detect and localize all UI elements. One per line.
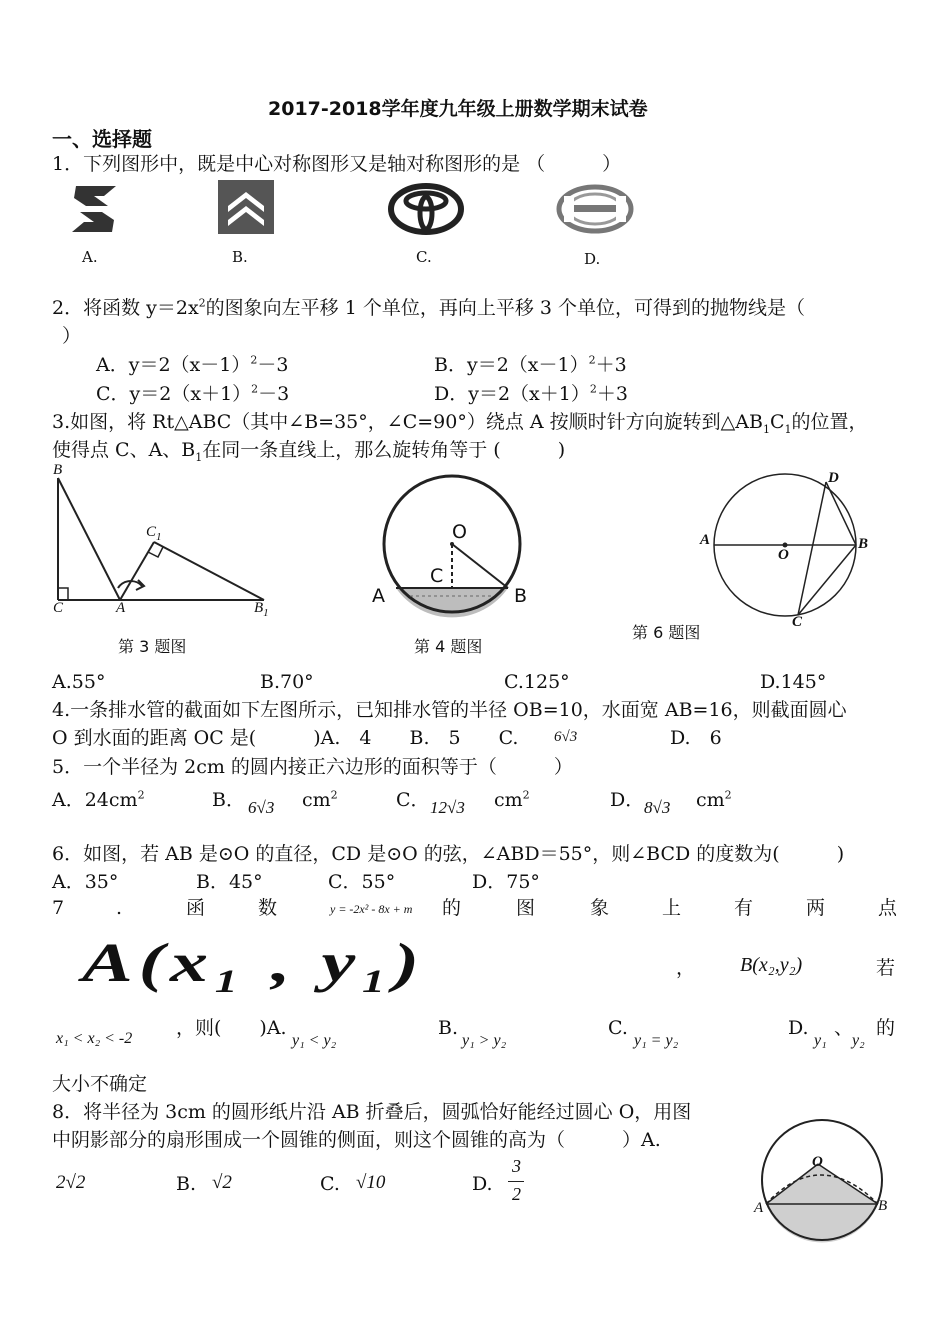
q6-option-d: D．75° (472, 871, 540, 893)
q7-text-cont: 大小不确定 (52, 1073, 148, 1095)
q6-option-a: A．35° (52, 871, 119, 893)
question-2-text-cont: ） (62, 325, 82, 347)
q5-option-b-unit: $cm^2$ (302, 788, 338, 811)
fig8-label-a: A (754, 1200, 764, 1216)
fig6-label-c: C (792, 614, 803, 630)
fig6-label-o: O (778, 547, 789, 563)
q1-option-b-label: B. (232, 248, 248, 266)
q5-option-b-value: 6√3 (248, 798, 275, 817)
question-8-text-cont: 中阴影部分的扇形围成一个圆锥的侧面，则这个圆锥的高为（ ）A. (52, 1129, 661, 1151)
q5-option-d-value: 8√3 (644, 798, 671, 817)
fig3-label-c: C (53, 600, 64, 616)
q7-option-c: y₁ = y₂ (634, 1032, 679, 1049)
q1-option-a-label: A. (82, 248, 98, 266)
q6-option-b: B．45° (196, 871, 263, 893)
q5-option-c-value: 12√3 (430, 798, 465, 817)
q7-option-d-y2: y₂ (852, 1032, 865, 1049)
fig8-label-o: O (812, 1154, 823, 1170)
q7-dun: 、 (834, 1017, 854, 1039)
q7-option-c-label: C. (608, 1017, 628, 1039)
q3-option-c: C.125° (504, 671, 570, 693)
q7-point-b: B(x₂,y₂) (740, 954, 803, 976)
q7-tail-1: 的 (442, 897, 462, 919)
q5-option-c-label: C． (396, 789, 430, 811)
figure-8-folded-circle (756, 1116, 886, 1246)
q7-tail-7: 点 (878, 897, 898, 919)
toyota-logo-icon (388, 183, 464, 235)
page-title: 2017-2018学年度九年级上册数学期末试卷 (268, 98, 648, 120)
fig4-label-c: C (430, 565, 444, 587)
suzuki-logo-icon (66, 186, 122, 232)
q1-option-c-label: C. (416, 248, 432, 266)
q2-option-d: D．$y=2(x+1)^2+3$ (434, 382, 628, 405)
question-2-text: 2．将函数 $y=2x^2$的图象向左平移 1 个单位，再向上平移 3 个单位，可得到的抛物线是（ (52, 296, 806, 319)
citroen-logo-icon (218, 180, 274, 234)
q7-condition: x₁ < x₂ < -2 (56, 1030, 133, 1047)
q3-option-a: A.55° (52, 671, 106, 693)
q7-function: y = -2x² - 8x + m (330, 902, 413, 916)
fig4-label-b: B (514, 585, 528, 607)
q8-option-c-label: C. (320, 1173, 340, 1195)
fig3-label-b: B (53, 462, 63, 478)
q8-option-b: √2 (212, 1172, 232, 1193)
question-8-text: 8．将半径为 3cm 的圆形纸片沿 AB 折叠后，圆弧恰好能经过圆心 O，用图 (52, 1101, 692, 1123)
fig4-label-a: A (372, 585, 385, 607)
fig3-label-b1: $B_1$ (254, 600, 269, 619)
question-4-text: 4.一条排水管的截面如下左图所示，已知排水管的半径 OB=10，水面宽 AB=16，则截面圆心 (52, 699, 847, 721)
q8-option-d-label: D. (472, 1173, 493, 1195)
hyundai-style-logo-icon (556, 184, 634, 234)
fig4-label-o: O (452, 521, 467, 543)
q7-option-b-label: B. (438, 1017, 459, 1039)
q4-option-c-value: 6√3 (554, 729, 578, 745)
q8-fraction-bar (508, 1181, 524, 1182)
q8-option-c: √10 (356, 1172, 386, 1193)
q7-point-a: A(x₁ , y₁) (82, 932, 426, 994)
q7-tail-6: 两 (806, 897, 826, 919)
q3-option-b: B.70° (260, 671, 314, 693)
q7-lead-1: 7 (52, 897, 65, 919)
q7-option-b: y₁ > y₂ (462, 1032, 507, 1049)
question-3-text-cont: 使得点 C、A、$B_1$在同一条直线上，那么旋转角等于 ( ) (52, 439, 566, 464)
q8-option-a: 2√2 (56, 1172, 86, 1193)
q7-option-d-y1: y₁ (814, 1032, 827, 1049)
fig6-label-b: B (858, 536, 869, 552)
q7-option-d-label: D. (788, 1017, 809, 1039)
q7-tail-5: 有 (734, 897, 754, 919)
figure-6-caption: 第 6 题图 (632, 623, 701, 642)
fig3-label-c1: $C_1$ (146, 524, 162, 543)
q4-option-d: D. 6 (670, 727, 722, 749)
q7-ruo: 若 (876, 957, 896, 979)
q6-option-c: C．55° (328, 871, 396, 893)
fig6-label-d: D (828, 470, 839, 486)
figure-3-caption: 第 3 题图 (118, 637, 187, 656)
q5-option-d-unit: $cm^2$ (696, 788, 732, 811)
q3-option-d: D.145° (760, 671, 827, 693)
q2-option-b: B．$y=2(x-1)^2+3$ (434, 353, 627, 376)
question-1-text: 1．下列图形中，既是中心对称图形又是轴对称图形的是 （ ） (52, 153, 622, 175)
q7-tail-4: 上 (662, 897, 682, 919)
q2-option-c: C．$y=2(x+1)^2-3$ (96, 382, 290, 405)
question-4-text-cont: O 到水面的距离 OC 是( )A. 4 B. 5 C. (52, 727, 519, 749)
q8-option-b-label: B. (176, 1173, 197, 1195)
figure-3-rotated-triangles (48, 462, 278, 622)
q7-tail-2: 图 (516, 897, 536, 919)
q7-ze: ，则( )A. (176, 1017, 287, 1039)
q7-lead-2: . (116, 897, 123, 919)
q5-option-c-unit: $cm^2$ (494, 788, 530, 811)
q5-option-d-label: D． (610, 789, 645, 811)
q7-comma: ， (676, 957, 696, 979)
figure-4-caption: 第 4 题图 (414, 637, 483, 656)
q7-lead-3: 函 (186, 897, 206, 919)
q7-option-a: y₁ < y₂ (292, 1032, 337, 1049)
question-6-text: 6．如图，若 AB 是⊙O 的直径，CD 是⊙O 的弦，∠ABD＝55°，则∠BCD 的度数为( ) (52, 843, 845, 865)
q5-option-b-label: B． (212, 789, 245, 811)
q7-de: 的 (876, 1017, 896, 1039)
fig8-label-b: B (878, 1198, 888, 1214)
q2-option-a: A．$y=2(x-1)^2-3$ (96, 353, 289, 376)
q1-option-d-label: D. (584, 250, 601, 268)
fig3-label-a: A (116, 600, 126, 616)
section-heading: 一、选择题 (52, 127, 152, 151)
q7-tail-3: 象 (590, 897, 610, 919)
fig6-label-a: A (700, 532, 711, 548)
question-5-text: 5．一个半径为 2cm 的圆内接正六边形的面积等于（ ） (52, 756, 573, 778)
q7-lead-4: 数 (258, 897, 278, 919)
q8-option-d-denominator: 2 (512, 1184, 521, 1204)
q8-option-d-numerator: 3 (512, 1156, 521, 1176)
question-3-text: 3.如图，将 Rt△ABC（其中∠B=35°，∠C=90°）绕点 A 按顺时针方向旋转到$\triangle AB_1C_1$的位置， (52, 411, 868, 436)
q5-option-a: A．$24cm^2$ (52, 788, 145, 811)
